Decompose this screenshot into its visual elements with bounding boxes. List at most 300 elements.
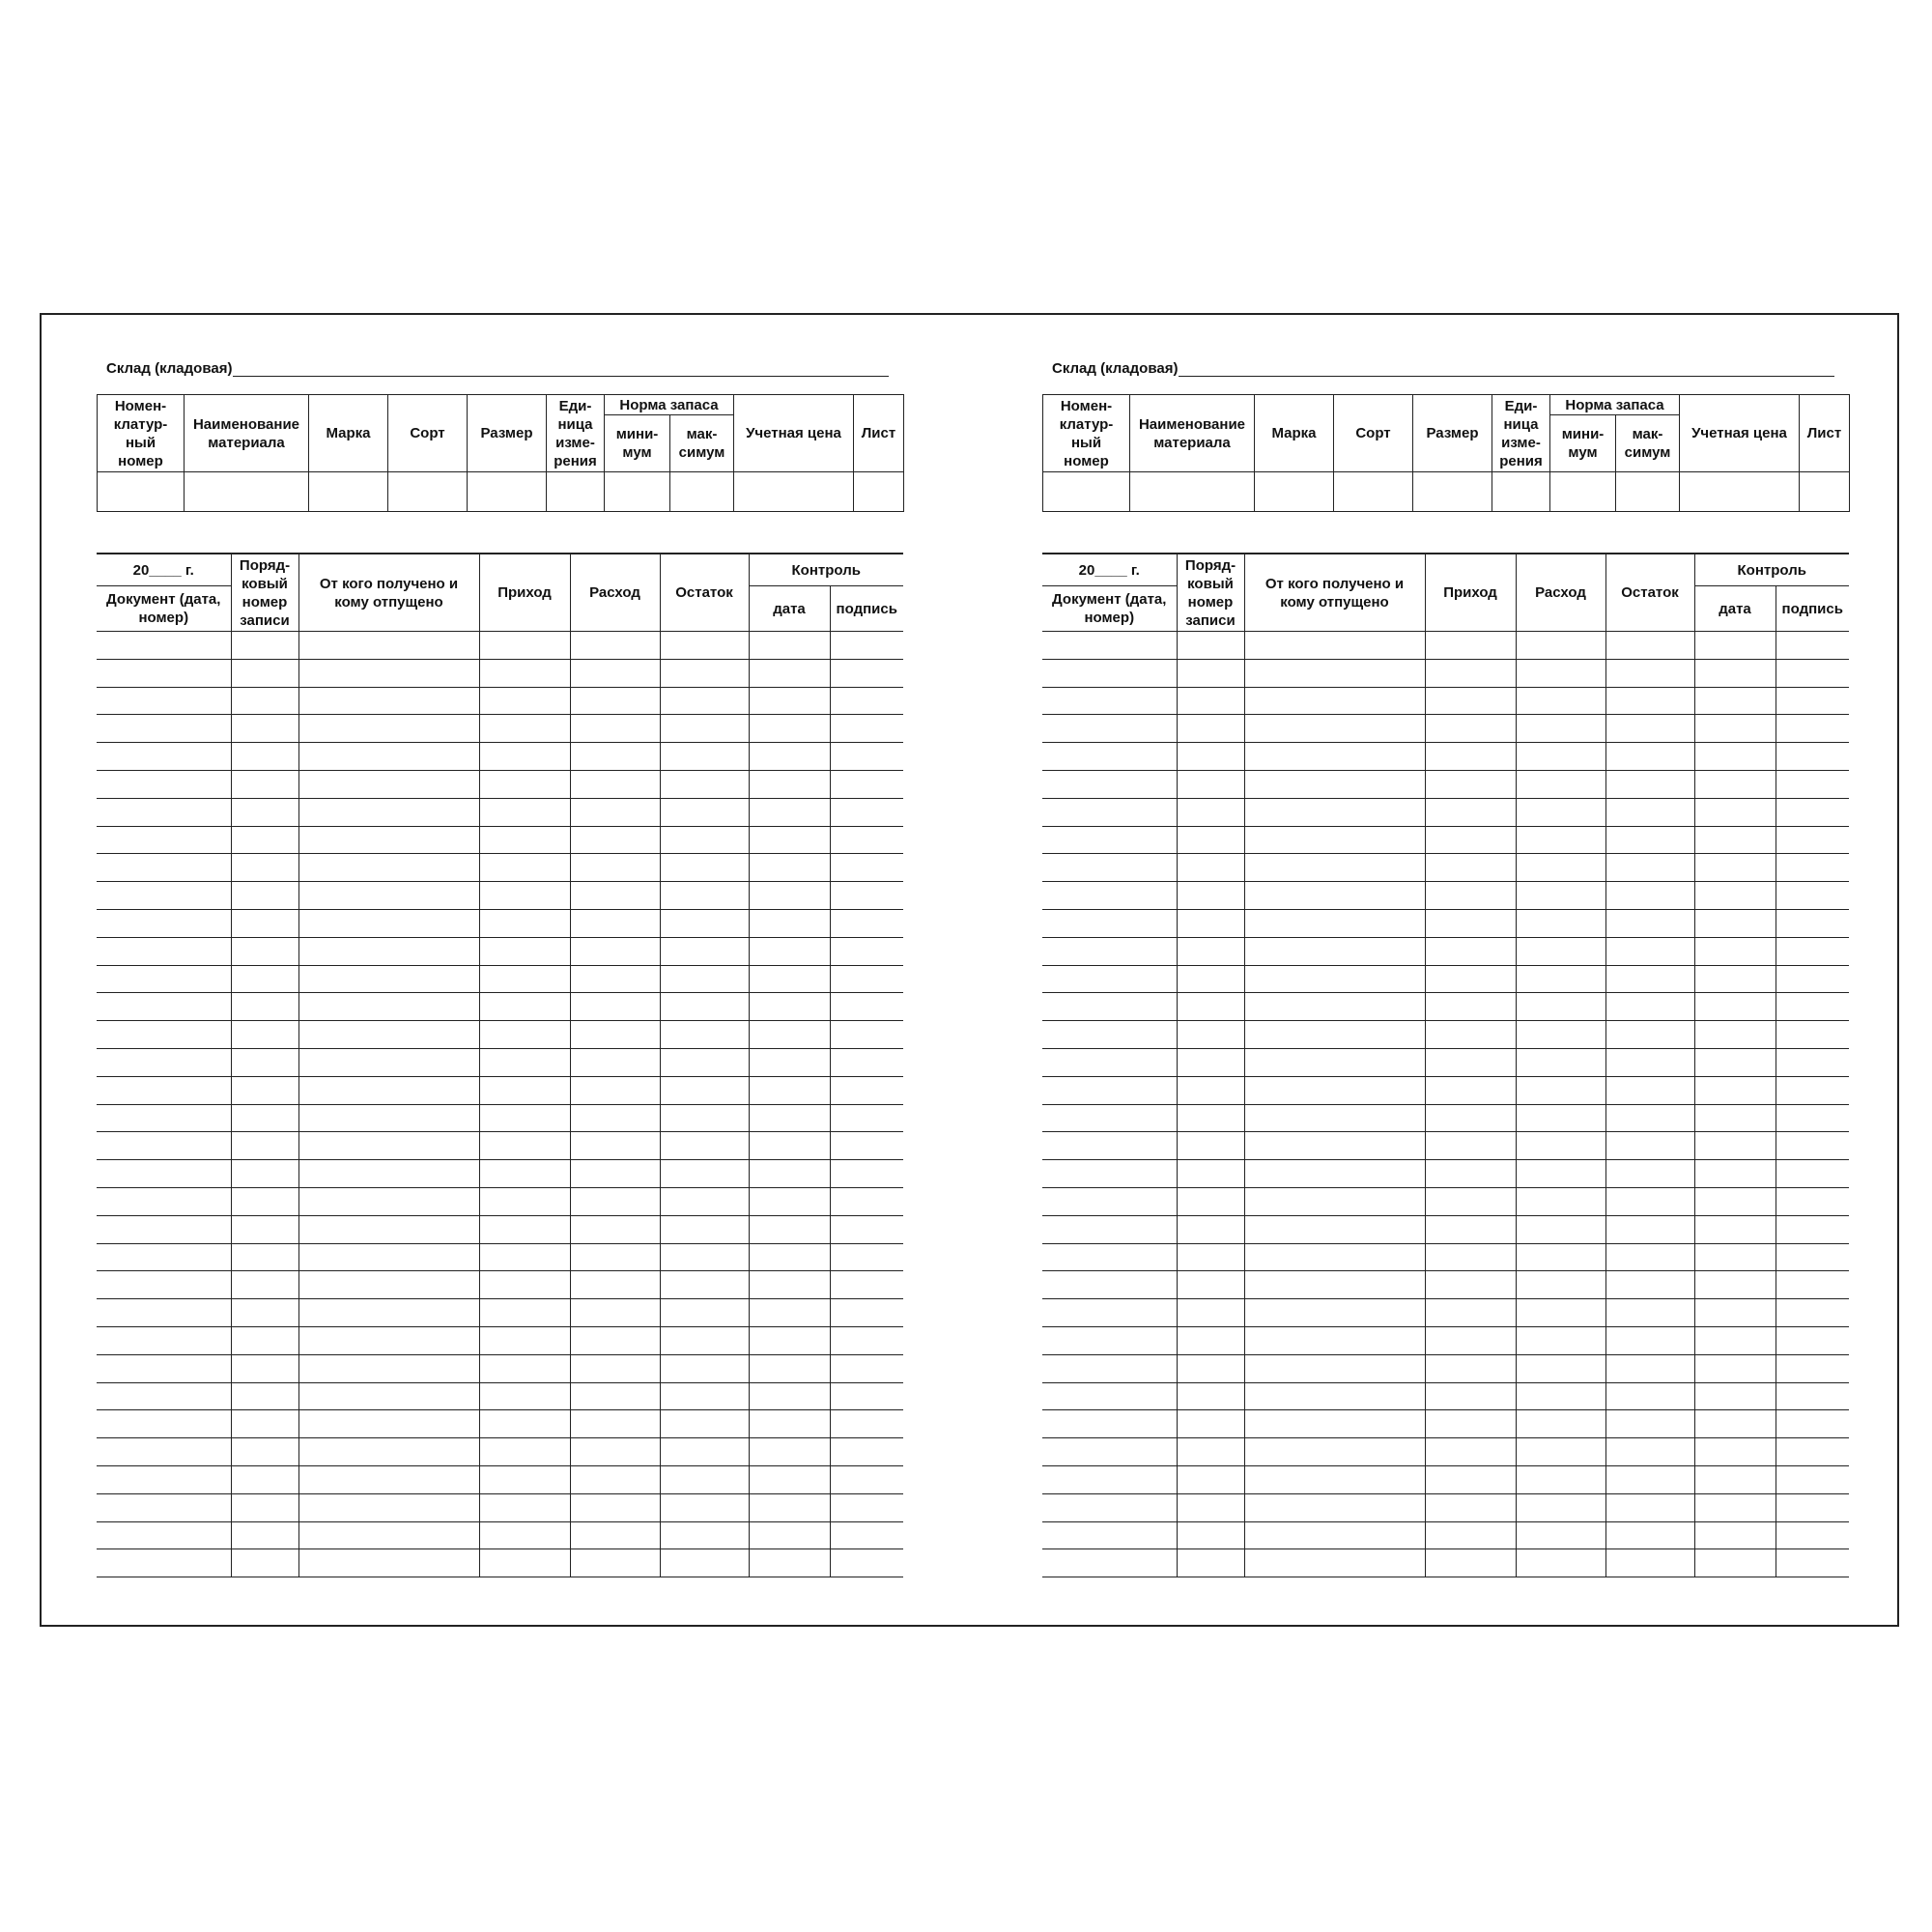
- ledger-cell[interactable]: [479, 1493, 570, 1521]
- ledger-cell[interactable]: [660, 687, 749, 715]
- ledger-cell[interactable]: [1425, 1187, 1516, 1215]
- ledger-cell[interactable]: [1605, 798, 1694, 826]
- ledger-cell[interactable]: [1605, 1299, 1694, 1327]
- ledger-cell[interactable]: [97, 798, 231, 826]
- ledger-cell[interactable]: [1776, 659, 1849, 687]
- ledger-cell[interactable]: [231, 882, 298, 910]
- ledger-cell[interactable]: [1244, 826, 1425, 854]
- ledger-cell[interactable]: [1177, 965, 1244, 993]
- ledger-cell[interactable]: [1516, 1187, 1605, 1215]
- ledger-cell[interactable]: [1244, 659, 1425, 687]
- ledger-cell[interactable]: [830, 1132, 903, 1160]
- ledger-cell[interactable]: [660, 993, 749, 1021]
- ledger-cell[interactable]: [97, 770, 231, 798]
- ledger-cell[interactable]: [570, 770, 660, 798]
- ledger-cell[interactable]: [1042, 965, 1177, 993]
- ledger-cell[interactable]: [298, 1299, 479, 1327]
- ledger-cell[interactable]: [231, 1493, 298, 1521]
- ledger-cell[interactable]: [660, 1382, 749, 1410]
- ledger-cell[interactable]: [1042, 715, 1177, 743]
- ledger-cell[interactable]: [1776, 1271, 1849, 1299]
- ledger-cell[interactable]: [1425, 1021, 1516, 1049]
- ledger-cell[interactable]: [749, 1438, 830, 1466]
- ledger-cell[interactable]: [298, 1326, 479, 1354]
- ledger-cell[interactable]: [830, 659, 903, 687]
- ledger-cell[interactable]: [1694, 715, 1776, 743]
- ledger-cell[interactable]: [1425, 1104, 1516, 1132]
- card-cell[interactable]: [309, 472, 388, 512]
- ledger-cell[interactable]: [479, 743, 570, 771]
- card-cell[interactable]: [185, 472, 309, 512]
- ledger-cell[interactable]: [570, 1382, 660, 1410]
- ledger-cell[interactable]: [1042, 1521, 1177, 1549]
- ledger-cell[interactable]: [298, 1354, 479, 1382]
- card-cell[interactable]: [1616, 472, 1680, 512]
- ledger-cell[interactable]: [660, 1076, 749, 1104]
- ledger-cell[interactable]: [660, 659, 749, 687]
- ledger-cell[interactable]: [1605, 1132, 1694, 1160]
- ledger-cell[interactable]: [570, 1215, 660, 1243]
- ledger-cell[interactable]: [1605, 1048, 1694, 1076]
- ledger-cell[interactable]: [1516, 632, 1605, 660]
- ledger-cell[interactable]: [749, 1132, 830, 1160]
- ledger-cell[interactable]: [1605, 1326, 1694, 1354]
- ledger-cell[interactable]: [1042, 1160, 1177, 1188]
- ledger-cell[interactable]: [570, 965, 660, 993]
- ledger-cell[interactable]: [1425, 1243, 1516, 1271]
- ledger-cell[interactable]: [97, 1326, 231, 1354]
- ledger-cell[interactable]: [830, 909, 903, 937]
- ledger-cell[interactable]: [570, 993, 660, 1021]
- ledger-cell[interactable]: [231, 1326, 298, 1354]
- card-cell[interactable]: [605, 472, 670, 512]
- ledger-cell[interactable]: [1694, 993, 1776, 1021]
- ledger-cell[interactable]: [1694, 1493, 1776, 1521]
- ledger-cell[interactable]: [479, 1410, 570, 1438]
- ledger-cell[interactable]: [570, 1243, 660, 1271]
- ledger-cell[interactable]: [660, 1493, 749, 1521]
- ledger-cell[interactable]: [1776, 798, 1849, 826]
- ledger-cell[interactable]: [1694, 1549, 1776, 1577]
- ledger-cell[interactable]: [660, 1354, 749, 1382]
- ledger-cell[interactable]: [1177, 1187, 1244, 1215]
- ledger-cell[interactable]: [1516, 826, 1605, 854]
- ledger-cell[interactable]: [1177, 687, 1244, 715]
- ledger-cell[interactable]: [298, 743, 479, 771]
- ledger-cell[interactable]: [1605, 1410, 1694, 1438]
- card-cell[interactable]: [547, 472, 605, 512]
- ledger-cell[interactable]: [660, 1243, 749, 1271]
- ledger-cell[interactable]: [660, 1104, 749, 1132]
- ledger-cell[interactable]: [570, 1271, 660, 1299]
- ledger-cell[interactable]: [1177, 1382, 1244, 1410]
- ledger-cell[interactable]: [97, 715, 231, 743]
- ledger-cell[interactable]: [830, 937, 903, 965]
- ledger-cell[interactable]: [231, 659, 298, 687]
- ledger-cell[interactable]: [298, 1438, 479, 1466]
- ledger-cell[interactable]: [231, 1076, 298, 1104]
- ledger-cell[interactable]: [830, 1326, 903, 1354]
- ledger-cell[interactable]: [231, 798, 298, 826]
- ledger-cell[interactable]: [97, 743, 231, 771]
- ledger-cell[interactable]: [97, 965, 231, 993]
- ledger-cell[interactable]: [749, 687, 830, 715]
- ledger-cell[interactable]: [830, 687, 903, 715]
- ledger-cell[interactable]: [570, 715, 660, 743]
- ledger-cell[interactable]: [660, 798, 749, 826]
- ledger-cell[interactable]: [660, 1299, 749, 1327]
- ledger-cell[interactable]: [660, 909, 749, 937]
- ledger-cell[interactable]: [479, 770, 570, 798]
- ledger-cell[interactable]: [830, 1243, 903, 1271]
- ledger-cell[interactable]: [1425, 882, 1516, 910]
- ledger-cell[interactable]: [830, 993, 903, 1021]
- ledger-cell[interactable]: [97, 1132, 231, 1160]
- ledger-cell[interactable]: [830, 882, 903, 910]
- ledger-cell[interactable]: [1605, 993, 1694, 1021]
- card-cell[interactable]: [1334, 472, 1413, 512]
- ledger-cell[interactable]: [231, 1187, 298, 1215]
- card-cell[interactable]: [854, 472, 904, 512]
- ledger-cell[interactable]: [97, 826, 231, 854]
- ledger-cell[interactable]: [1776, 993, 1849, 1021]
- ledger-cell[interactable]: [1516, 854, 1605, 882]
- ledger-cell[interactable]: [570, 1104, 660, 1132]
- ledger-cell[interactable]: [1776, 1132, 1849, 1160]
- card-cell[interactable]: [1492, 472, 1550, 512]
- ledger-cell[interactable]: [1776, 854, 1849, 882]
- ledger-cell[interactable]: [479, 1549, 570, 1577]
- ledger-cell[interactable]: [570, 1048, 660, 1076]
- ledger-cell[interactable]: [479, 659, 570, 687]
- ledger-cell[interactable]: [1177, 1271, 1244, 1299]
- ledger-cell[interactable]: [1244, 1299, 1425, 1327]
- ledger-cell[interactable]: [1694, 1382, 1776, 1410]
- ledger-cell[interactable]: [1694, 1410, 1776, 1438]
- ledger-cell[interactable]: [1425, 1160, 1516, 1188]
- ledger-cell[interactable]: [479, 1215, 570, 1243]
- ledger-cell[interactable]: [660, 1187, 749, 1215]
- ledger-cell[interactable]: [830, 1382, 903, 1410]
- ledger-cell[interactable]: [231, 715, 298, 743]
- ledger-cell[interactable]: [97, 909, 231, 937]
- ledger-cell[interactable]: [1042, 1076, 1177, 1104]
- ledger-cell[interactable]: [1244, 632, 1425, 660]
- ledger-cell[interactable]: [298, 1382, 479, 1410]
- ledger-cell[interactable]: [1042, 1465, 1177, 1493]
- ledger-cell[interactable]: [1425, 1215, 1516, 1243]
- ledger-cell[interactable]: [1244, 1187, 1425, 1215]
- ledger-cell[interactable]: [298, 965, 479, 993]
- ledger-cell[interactable]: [749, 882, 830, 910]
- ledger-cell[interactable]: [1516, 882, 1605, 910]
- ledger-cell[interactable]: [1177, 1243, 1244, 1271]
- ledger-cell[interactable]: [830, 1160, 903, 1188]
- ledger-cell[interactable]: [231, 937, 298, 965]
- ledger-cell[interactable]: [479, 1521, 570, 1549]
- ledger-cell[interactable]: [570, 909, 660, 937]
- ledger-cell[interactable]: [749, 1465, 830, 1493]
- ledger-cell[interactable]: [1605, 965, 1694, 993]
- ledger-cell[interactable]: [830, 770, 903, 798]
- ledger-cell[interactable]: [1244, 1465, 1425, 1493]
- ledger-cell[interactable]: [570, 1354, 660, 1382]
- ledger-cell[interactable]: [97, 1104, 231, 1132]
- ledger-cell[interactable]: [1694, 965, 1776, 993]
- ledger-cell[interactable]: [1244, 965, 1425, 993]
- ledger-cell[interactable]: [1177, 715, 1244, 743]
- ledger-cell[interactable]: [1694, 937, 1776, 965]
- ledger-cell[interactable]: [479, 1271, 570, 1299]
- ledger-cell[interactable]: [479, 1465, 570, 1493]
- ledger-cell[interactable]: [1042, 1104, 1177, 1132]
- ledger-cell[interactable]: [1042, 1215, 1177, 1243]
- ledger-cell[interactable]: [570, 798, 660, 826]
- ledger-cell[interactable]: [1516, 1549, 1605, 1577]
- ledger-cell[interactable]: [1425, 1048, 1516, 1076]
- ledger-cell[interactable]: [479, 1438, 570, 1466]
- ledger-cell[interactable]: [1042, 770, 1177, 798]
- ledger-cell[interactable]: [660, 937, 749, 965]
- ledger-cell[interactable]: [749, 1299, 830, 1327]
- ledger-cell[interactable]: [1776, 770, 1849, 798]
- ledger-cell[interactable]: [231, 687, 298, 715]
- ledger-cell[interactable]: [97, 1215, 231, 1243]
- ledger-cell[interactable]: [1244, 882, 1425, 910]
- ledger-cell[interactable]: [1776, 632, 1849, 660]
- ledger-cell[interactable]: [1177, 1160, 1244, 1188]
- ledger-cell[interactable]: [231, 1021, 298, 1049]
- ledger-cell[interactable]: [1776, 715, 1849, 743]
- ledger-cell[interactable]: [1177, 1021, 1244, 1049]
- ledger-cell[interactable]: [1694, 854, 1776, 882]
- ledger-cell[interactable]: [1244, 1521, 1425, 1549]
- card-cell[interactable]: [1255, 472, 1334, 512]
- ledger-cell[interactable]: [231, 826, 298, 854]
- ledger-cell[interactable]: [1425, 659, 1516, 687]
- ledger-cell[interactable]: [570, 1021, 660, 1049]
- ledger-cell[interactable]: [231, 854, 298, 882]
- ledger-cell[interactable]: [1776, 687, 1849, 715]
- ledger-cell[interactable]: [1425, 798, 1516, 826]
- ledger-cell[interactable]: [298, 882, 479, 910]
- ledger-cell[interactable]: [1776, 882, 1849, 910]
- ledger-cell[interactable]: [231, 743, 298, 771]
- ledger-cell[interactable]: [1694, 770, 1776, 798]
- ledger-cell[interactable]: [830, 1493, 903, 1521]
- ledger-cell[interactable]: [1776, 826, 1849, 854]
- ledger-cell[interactable]: [479, 1187, 570, 1215]
- ledger-cell[interactable]: [830, 1410, 903, 1438]
- ledger-cell[interactable]: [1244, 1326, 1425, 1354]
- ledger-cell[interactable]: [1042, 1382, 1177, 1410]
- ledger-cell[interactable]: [749, 1076, 830, 1104]
- card-cell[interactable]: [468, 472, 547, 512]
- ledger-cell[interactable]: [231, 1104, 298, 1132]
- ledger-cell[interactable]: [97, 1438, 231, 1466]
- ledger-cell[interactable]: [1605, 937, 1694, 965]
- ledger-cell[interactable]: [1042, 687, 1177, 715]
- ledger-cell[interactable]: [1244, 993, 1425, 1021]
- ledger-cell[interactable]: [1177, 993, 1244, 1021]
- ledger-cell[interactable]: [97, 993, 231, 1021]
- ledger-cell[interactable]: [97, 1243, 231, 1271]
- ledger-cell[interactable]: [1177, 1104, 1244, 1132]
- ledger-cell[interactable]: [1605, 854, 1694, 882]
- ledger-cell[interactable]: [1516, 1215, 1605, 1243]
- ledger-cell[interactable]: [479, 715, 570, 743]
- ledger-cell[interactable]: [1776, 1076, 1849, 1104]
- ledger-cell[interactable]: [660, 1215, 749, 1243]
- ledger-cell[interactable]: [479, 826, 570, 854]
- ledger-cell[interactable]: [231, 1410, 298, 1438]
- ledger-cell[interactable]: [1042, 1326, 1177, 1354]
- ledger-cell[interactable]: [97, 632, 231, 660]
- ledger-cell[interactable]: [749, 854, 830, 882]
- ledger-cell[interactable]: [298, 1076, 479, 1104]
- ledger-cell[interactable]: [1776, 1465, 1849, 1493]
- ledger-cell[interactable]: [97, 1354, 231, 1382]
- ledger-cell[interactable]: [1177, 1076, 1244, 1104]
- ledger-cell[interactable]: [1244, 909, 1425, 937]
- ledger-cell[interactable]: [570, 1160, 660, 1188]
- ledger-cell[interactable]: [660, 743, 749, 771]
- ledger-cell[interactable]: [749, 1021, 830, 1049]
- ledger-cell[interactable]: [1694, 909, 1776, 937]
- ledger-cell[interactable]: [830, 1187, 903, 1215]
- ledger-cell[interactable]: [1605, 1160, 1694, 1188]
- ledger-cell[interactable]: [1776, 1187, 1849, 1215]
- ledger-cell[interactable]: [298, 659, 479, 687]
- ledger-cell[interactable]: [660, 632, 749, 660]
- ledger-cell[interactable]: [1605, 659, 1694, 687]
- ledger-cell[interactable]: [1694, 659, 1776, 687]
- ledger-cell[interactable]: [830, 965, 903, 993]
- ledger-cell[interactable]: [1244, 1243, 1425, 1271]
- ledger-cell[interactable]: [1694, 826, 1776, 854]
- ledger-cell[interactable]: [660, 770, 749, 798]
- ledger-cell[interactable]: [1776, 1160, 1849, 1188]
- ledger-cell[interactable]: [1042, 1493, 1177, 1521]
- ledger-cell[interactable]: [570, 1187, 660, 1215]
- ledger-cell[interactable]: [1177, 1549, 1244, 1577]
- ledger-cell[interactable]: [1042, 743, 1177, 771]
- ledger-cell[interactable]: [1177, 632, 1244, 660]
- ledger-cell[interactable]: [1516, 1326, 1605, 1354]
- ledger-cell[interactable]: [1605, 1104, 1694, 1132]
- ledger-cell[interactable]: [1776, 1438, 1849, 1466]
- ledger-cell[interactable]: [830, 632, 903, 660]
- ledger-cell[interactable]: [97, 1299, 231, 1327]
- ledger-cell[interactable]: [1177, 1132, 1244, 1160]
- ledger-cell[interactable]: [1244, 1076, 1425, 1104]
- ledger-cell[interactable]: [1605, 826, 1694, 854]
- ledger-cell[interactable]: [1244, 1104, 1425, 1132]
- ledger-cell[interactable]: [1605, 715, 1694, 743]
- ledger-cell[interactable]: [479, 882, 570, 910]
- ledger-cell[interactable]: [1042, 1021, 1177, 1049]
- ledger-cell[interactable]: [1425, 1465, 1516, 1493]
- ledger-cell[interactable]: [97, 1493, 231, 1521]
- ledger-cell[interactable]: [570, 826, 660, 854]
- ledger-cell[interactable]: [1605, 1187, 1694, 1215]
- ledger-cell[interactable]: [231, 1048, 298, 1076]
- ledger-cell[interactable]: [1776, 965, 1849, 993]
- ledger-cell[interactable]: [1694, 1521, 1776, 1549]
- ledger-cell[interactable]: [1177, 909, 1244, 937]
- ledger-cell[interactable]: [830, 1215, 903, 1243]
- ledger-cell[interactable]: [479, 1076, 570, 1104]
- ledger-cell[interactable]: [660, 826, 749, 854]
- ledger-cell[interactable]: [570, 937, 660, 965]
- ledger-cell[interactable]: [749, 1410, 830, 1438]
- ledger-cell[interactable]: [1244, 1410, 1425, 1438]
- ledger-cell[interactable]: [298, 1271, 479, 1299]
- ledger-cell[interactable]: [1244, 937, 1425, 965]
- ledger-cell[interactable]: [298, 909, 479, 937]
- ledger-cell[interactable]: [1244, 1354, 1425, 1382]
- ledger-cell[interactable]: [749, 715, 830, 743]
- ledger-cell[interactable]: [1425, 715, 1516, 743]
- ledger-cell[interactable]: [1042, 1549, 1177, 1577]
- ledger-cell[interactable]: [1516, 965, 1605, 993]
- ledger-cell[interactable]: [298, 715, 479, 743]
- ledger-cell[interactable]: [479, 1326, 570, 1354]
- ledger-cell[interactable]: [479, 854, 570, 882]
- ledger-cell[interactable]: [1605, 1438, 1694, 1466]
- ledger-cell[interactable]: [749, 1104, 830, 1132]
- ledger-cell[interactable]: [1516, 715, 1605, 743]
- ledger-cell[interactable]: [570, 882, 660, 910]
- ledger-cell[interactable]: [1244, 1382, 1425, 1410]
- ledger-cell[interactable]: [749, 1382, 830, 1410]
- ledger-cell[interactable]: [1177, 770, 1244, 798]
- ledger-cell[interactable]: [1177, 882, 1244, 910]
- ledger-cell[interactable]: [1776, 1215, 1849, 1243]
- ledger-cell[interactable]: [1042, 1243, 1177, 1271]
- ledger-cell[interactable]: [479, 687, 570, 715]
- ledger-cell[interactable]: [298, 1215, 479, 1243]
- ledger-cell[interactable]: [1177, 1048, 1244, 1076]
- ledger-cell[interactable]: [1244, 687, 1425, 715]
- ledger-cell[interactable]: [1425, 965, 1516, 993]
- ledger-cell[interactable]: [479, 1160, 570, 1188]
- ledger-cell[interactable]: [1425, 993, 1516, 1021]
- ledger-cell[interactable]: [1177, 1438, 1244, 1466]
- ledger-cell[interactable]: [1605, 1021, 1694, 1049]
- ledger-cell[interactable]: [749, 743, 830, 771]
- ledger-cell[interactable]: [1776, 1382, 1849, 1410]
- ledger-cell[interactable]: [97, 882, 231, 910]
- ledger-cell[interactable]: [749, 1048, 830, 1076]
- ledger-cell[interactable]: [97, 1521, 231, 1549]
- ledger-cell[interactable]: [1605, 770, 1694, 798]
- ledger-cell[interactable]: [231, 1215, 298, 1243]
- ledger-cell[interactable]: [298, 1104, 479, 1132]
- ledger-cell[interactable]: [1776, 909, 1849, 937]
- ledger-cell[interactable]: [1042, 1048, 1177, 1076]
- ledger-cell[interactable]: [570, 687, 660, 715]
- ledger-cell[interactable]: [298, 1493, 479, 1521]
- ledger-cell[interactable]: [1042, 632, 1177, 660]
- card-cell[interactable]: [98, 472, 185, 512]
- ledger-cell[interactable]: [1516, 993, 1605, 1021]
- ledger-cell[interactable]: [1244, 770, 1425, 798]
- ledger-cell[interactable]: [1177, 826, 1244, 854]
- ledger-cell[interactable]: [479, 1299, 570, 1327]
- ledger-cell[interactable]: [830, 1354, 903, 1382]
- ledger-cell[interactable]: [1177, 1354, 1244, 1382]
